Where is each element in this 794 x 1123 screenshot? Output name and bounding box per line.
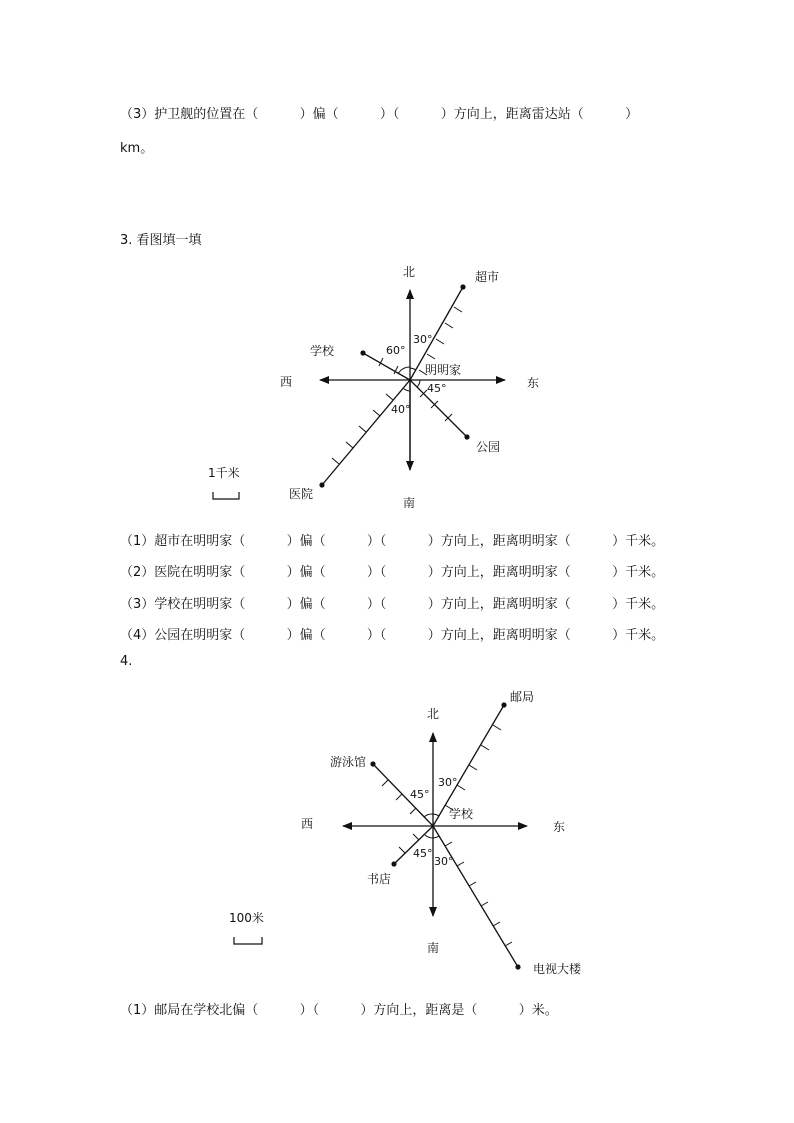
q3-title: 3. 看图填一填 xyxy=(120,233,202,248)
q4-angle-arc-ne xyxy=(433,814,439,816)
q2-part3-line1: （3）护卫舰的位置在（ ）偏（ ）（ ）方向上，距离雷达站（ ） xyxy=(120,107,639,122)
q4-question-1: （1）邮局在学校北偏（ ）（ ）方向上，距离是（ ）米。 xyxy=(120,1003,558,1018)
q4-angle-pool: 45° xyxy=(410,788,430,801)
q4-angle-tv: 30° xyxy=(434,855,454,868)
q3-angle-arc-nw xyxy=(398,367,410,374)
q2-part3-line2: km。 xyxy=(120,141,154,156)
q3-south-label: 南 xyxy=(403,496,416,510)
q3-school-point xyxy=(360,350,365,355)
q3-supermarket-label: 超市 xyxy=(475,270,500,284)
q4-pool-point xyxy=(370,761,375,766)
q3-question-2: （2）医院在明明家（ ）偏（ ）（ ）方向上，距离明明家（ ）千米。 xyxy=(120,565,665,580)
q3-angle-arc-sw xyxy=(403,388,410,391)
q4-compass xyxy=(229,689,582,976)
q4-angle-post: 30° xyxy=(438,776,458,789)
q4-scale-label: 100米 xyxy=(229,911,264,925)
q3-angle-hospital: 40° xyxy=(391,403,411,416)
q3-angle-park: 45° xyxy=(427,382,447,395)
q3-school-label: 学校 xyxy=(310,344,335,358)
q4-scale-bar xyxy=(234,937,262,944)
q4-pool-label: 游泳馆 xyxy=(330,755,367,769)
q4-book-label: 书店 xyxy=(367,872,392,886)
q4-book-point xyxy=(391,861,396,866)
q3-question-4: （4）公园在明明家（ ）偏（ ）（ ）方向上，距离明明家（ ）千米。 xyxy=(120,628,665,643)
q4-post-ticks xyxy=(445,725,501,810)
q3-north-label: 北 xyxy=(403,265,416,279)
q4-angle-arc-se xyxy=(433,836,439,838)
q3-hospital-ticks xyxy=(332,394,393,464)
q4-south-label: 南 xyxy=(427,941,440,955)
q4-tv-label: 电视大楼 xyxy=(533,962,582,976)
q4-post-label: 邮局 xyxy=(510,690,535,704)
q4-west-label: 西 xyxy=(301,817,314,831)
q3-park-label: 公园 xyxy=(476,440,501,454)
q3-angle-supermarket: 30° xyxy=(413,333,433,346)
q3-question-1: （1）超市在明明家（ ）偏（ ）（ ）方向上，距离明明家（ ）千米。 xyxy=(120,534,665,549)
q4-angle-arc-sw xyxy=(425,835,433,838)
q4-post-point xyxy=(501,702,506,707)
q3-scale-bar xyxy=(213,492,239,499)
q3-angle-school: 60° xyxy=(386,344,406,357)
q4-angle-arc-nw xyxy=(424,814,433,817)
q3-compass xyxy=(208,265,539,510)
q3-east-label: 东 xyxy=(527,376,540,390)
q3-scale-label: 1千米 xyxy=(208,466,240,480)
q3-hospital-label: 医院 xyxy=(289,487,314,501)
q3-hospital-line xyxy=(322,380,410,485)
q4-center-label: 学校 xyxy=(449,807,474,821)
q3-park-point xyxy=(464,434,469,439)
q3-angle-arc-se xyxy=(417,380,420,387)
q3-supermarket-point xyxy=(460,284,465,289)
q3-question-3: （3）学校在明明家（ ）偏（ ）（ ）方向上，距离明明家（ ）千米。 xyxy=(120,597,665,612)
q3-center-label: 明明家 xyxy=(425,363,462,377)
q4-angle-book: 45° xyxy=(413,847,433,860)
q4-east-label: 东 xyxy=(553,820,566,834)
q3-west-label: 西 xyxy=(280,375,293,389)
q3-hospital-point xyxy=(319,482,324,487)
q4-tv-point xyxy=(515,964,520,969)
q3-angle-arc-ne xyxy=(410,368,416,370)
q4-north-label: 北 xyxy=(427,707,440,721)
q4-tv-ticks xyxy=(445,842,512,946)
q3-school-line xyxy=(363,353,410,380)
q3-school-ticks xyxy=(379,358,398,374)
q4-title: 4. xyxy=(120,654,133,669)
